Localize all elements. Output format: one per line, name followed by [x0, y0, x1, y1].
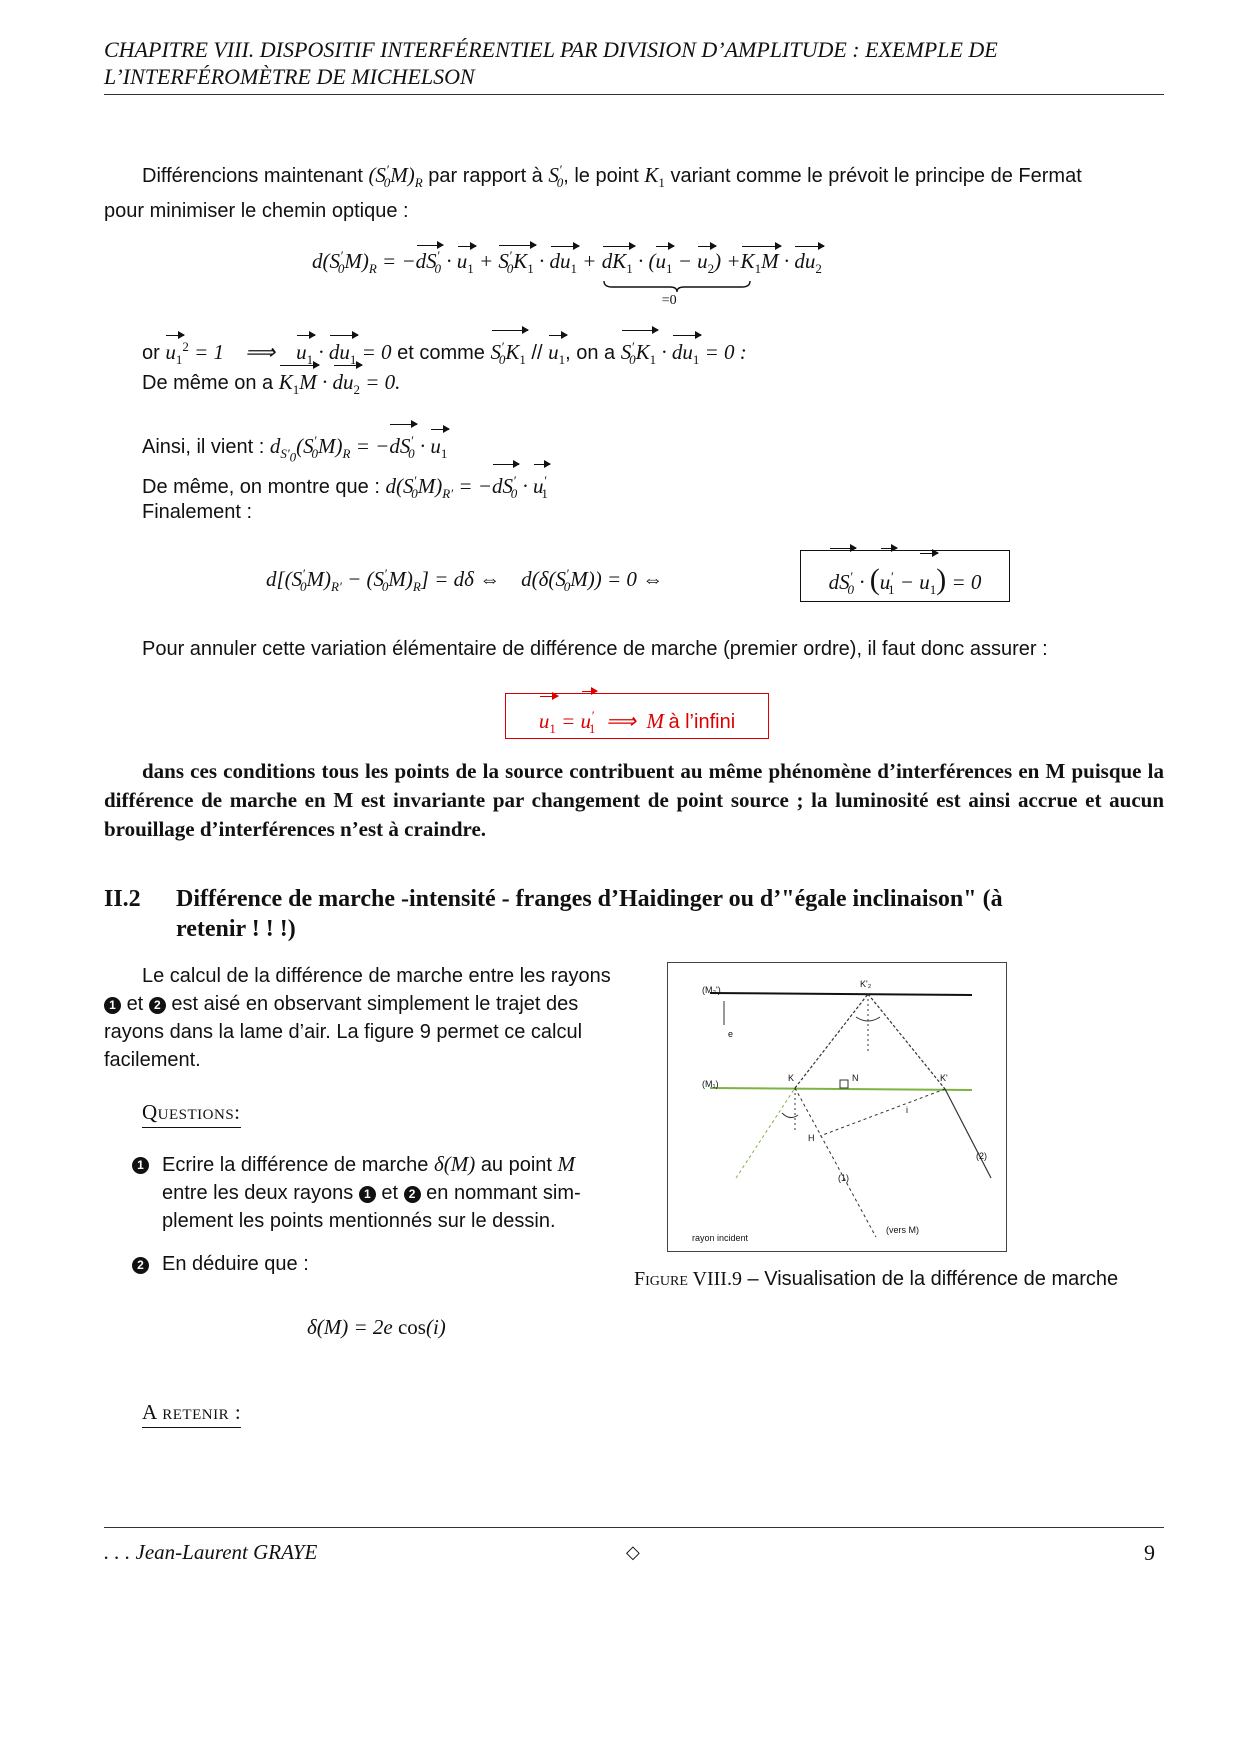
label-e: e — [728, 1029, 734, 1039]
finalement-line: Finalement : — [142, 501, 253, 523]
q1-bullet-2-icon: 2 — [404, 1186, 421, 1203]
label-h: H — [808, 1133, 815, 1143]
footer-diamond-icon: ◇ — [626, 1542, 640, 1562]
label-n: N — [852, 1073, 859, 1083]
intro-paragraph: Différencions maintenant $(S'_0M)_R$ par rapport à $S'_0$, le point $K_1$ variant comme le prévoit le principe de Fermat pour minimiser le chemin optique : — [104, 162, 1082, 223]
ray-kp-down — [945, 1089, 991, 1178]
label-toward: (vers M) — [886, 1225, 919, 1235]
bold-conclusion-paragraph: dans ces conditions tous les points de la source contribuent au même phénomène d’interférences en M puisque la différence de marche en M est invariante par changement de point source ; la luminosité est ainsi accrue et aucun brouillage d’interférences n’est à craindre. — [104, 759, 1164, 841]
figure-michelson-diagram — [667, 962, 1007, 1252]
question-2: 2 En déduire que : — [132, 1250, 618, 1278]
or-line: or $u_1^2 = 1$ ⟹ $u_1 \cdot du_1 = 0$ et comme $S'_0K_1 // u_1$, on a $S'_0K_1 \cdot du_1 = 0$ : — [142, 333, 747, 374]
header-line-1: CHAPITRE VIII. DISPOSITIF INTERFÉRENTIEL PAR DIVISION D’AMPLITUDE : EXEMPLE DE — [104, 37, 998, 62]
calcul-paragraph: Le calcul de la différence de marche entre les rayons 1 et 2 est aisé en observant simplement le trajet des rayons dans la lame d’air. La figure 9 permet ce calcul facilement. — [104, 965, 611, 1071]
boxed-result: $dS'_0 \cdot (u'_1 - u_1) = 0$ — [800, 550, 1010, 602]
ray-k2-to-kp — [868, 994, 945, 1089]
pour-annuler-text: Pour annuler cette variation élémentaire de différence de marche (premier ordre), il faut donc assurer : — [142, 638, 1048, 660]
section-title-line1: Différence de marche -intensité - franges d’Haidinger ou d’"égale inclinaison" (à — [176, 886, 1003, 912]
delta-formula: δ(M) = 2e cos(i) — [307, 1315, 446, 1339]
dememe-line-1: De même on a $K_1M \cdot du_2 = 0$. — [142, 368, 400, 404]
kp-to-h — [820, 1089, 945, 1136]
section-heading — [104, 884, 1164, 944]
section-title-line2: retenir ! ! !) — [176, 916, 296, 942]
figure-caption: Figure VIII.9 – Visualisation de la différence de marche — [634, 1268, 1119, 1290]
label-ray2: (2) — [976, 1151, 987, 1161]
underbrace-label: =0 — [661, 293, 677, 308]
label-kp: K' — [940, 1073, 948, 1083]
mirror-m2-line — [710, 993, 972, 995]
footer-rule — [104, 1527, 1164, 1528]
question-1: 1 Ecrire la différence de marche δ(M) au point M entre les deux rayons 1 et 2 en nommant sim- plement les points mentionnés sur le dessin. — [132, 1150, 618, 1235]
label-incident: rayon incident — [692, 1233, 749, 1243]
question-2-bullet-icon: 2 — [132, 1257, 149, 1274]
dememe-line-2: De même, on montre que : $d(S'_0M)_{R'} = -dS'_0 \cdot u'_1$ — [142, 467, 548, 508]
q1-bullet-1-icon: 1 — [359, 1186, 376, 1203]
figure-svg — [668, 963, 1006, 1251]
retenir-heading: A retenir : — [142, 1400, 241, 1428]
question-1-bullet-icon: 1 — [132, 1157, 149, 1174]
running-header — [104, 36, 1164, 90]
bullet-2-icon: 2 — [149, 997, 166, 1014]
ray-k-down — [795, 1088, 876, 1237]
ray-incident — [736, 1088, 795, 1178]
label-i: i — [906, 1105, 908, 1115]
equation-final: $d[(S'_0M)_{R'} - (S'_0M)_R] = d\delta$ ⇔ $d(\delta(S'_0M)) = 0$ ⇔ — [266, 566, 664, 595]
label-k: K — [788, 1073, 795, 1083]
label-m1: (M₁) — [702, 1079, 719, 1089]
label-m2: (M₂') — [702, 985, 721, 995]
underbrace — [602, 279, 752, 293]
section-number: II.2 — [104, 886, 141, 912]
questions-heading: Questions: — [142, 1100, 241, 1128]
label-ray1: (1) — [838, 1173, 849, 1183]
footer-author: . . . Jean-Laurent GRAYE — [104, 1540, 318, 1564]
bullet-1-icon: 1 — [104, 997, 121, 1014]
header-line-2: L’INTERFÉROMÈTRE DE MICHELSON — [104, 64, 475, 89]
header-rule — [104, 94, 1164, 95]
ainsi-line: Ainsi, il vient : $d_{S'_0}(S'_0M)_R = -dS'_0 \cdot u_1$ — [142, 427, 447, 472]
page-number: 9 — [1144, 1540, 1155, 1565]
equation-differential: $d(S'_0M)_R = -dS'_0 \cdot u_1 + S'_0K_1 \cdot du_1 + dK_1 \cdot (u_1 - u_2)$ =0 $+K_1M \cdot du_2$ — [312, 248, 822, 308]
condition-box: $u_1 = u'_1$ ⟹ M à l’infini — [505, 693, 769, 739]
label-k2: K'₂ — [860, 979, 872, 989]
